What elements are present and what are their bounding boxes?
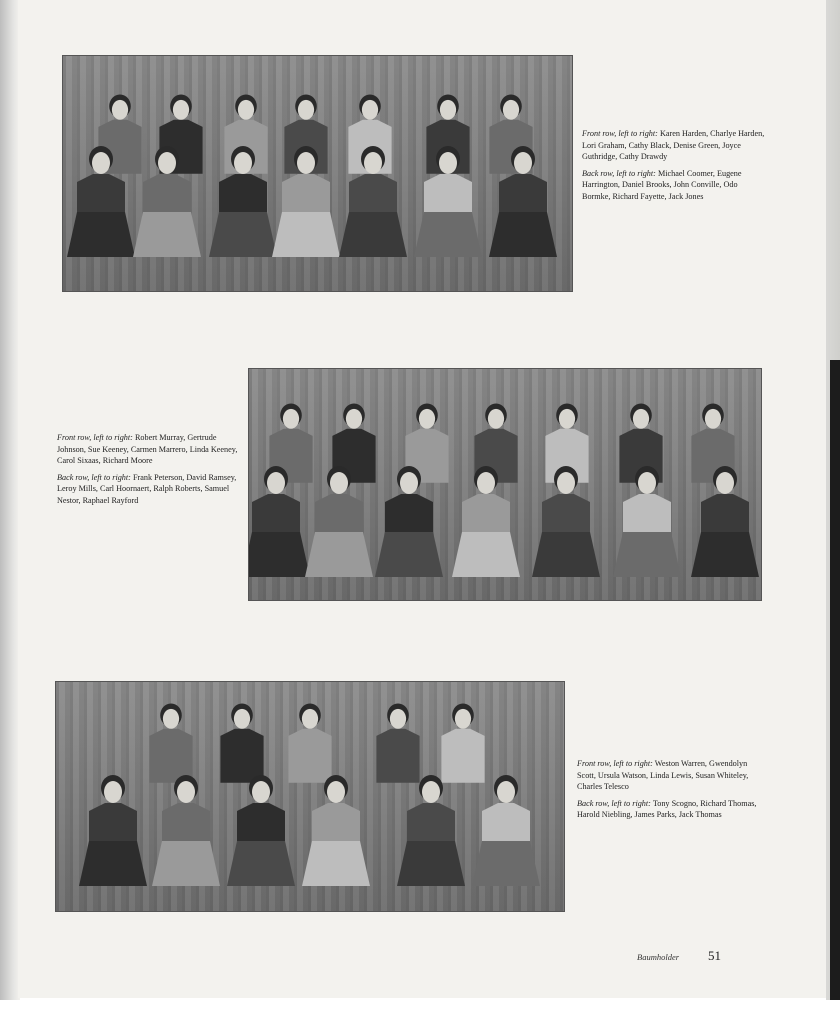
footer-section-label: Baumholder — [637, 952, 680, 962]
person-figure — [227, 775, 295, 886]
person-figure — [532, 466, 600, 577]
group-photo-2 — [248, 368, 762, 601]
caption-1-front: Front row, left to right: Karen Harden, Charlye Harden, Lori Graham, Cathy Black, Denise Green, Joyce Guthridge, Cathy Drawdy — [582, 129, 765, 162]
person-figure — [152, 775, 220, 886]
group-photo-1 — [62, 55, 573, 292]
group-photo-3 — [55, 681, 565, 912]
person-figure — [414, 146, 482, 257]
person-figure — [149, 704, 192, 783]
caption-3 — [577, 758, 765, 826]
caption-3-front: Front row, left to right: Weston Warren, Gwendolyn Scott, Ursula Watson, Linda Lewis, Susan Whiteley, Charles Telesco — [577, 759, 749, 792]
caption-2 — [57, 432, 240, 512]
page-number: 51 — [708, 948, 721, 963]
person-figure — [441, 704, 484, 783]
group-photo-1-figures — [63, 56, 572, 291]
person-figure — [376, 704, 419, 783]
person-figure — [302, 775, 370, 886]
person-figure — [272, 146, 340, 257]
person-figure — [472, 775, 540, 886]
caption-1-back: Back row, left to right: Michael Coomer, Eugene Harrington, Daniel Brooks, John Conville, Odo Bormke, Richard Fayette, Jack Jones — [582, 168, 742, 201]
group-photo-2-figures — [249, 369, 761, 600]
caption-3-back: Back row, left to right: Tony Scogno, Richard Thomas, Harold Niebling, James Parks, Jack Thomas — [577, 798, 757, 820]
person-figure — [220, 704, 263, 783]
caption-2-back: Back row, left to right: Frank Peterson, David Ramsey, Leroy Mills, Carl Hoornaert, Ralph Roberts, Samuel Nestor, Raphael Rayford — [57, 472, 237, 505]
page-edge — [826, 0, 840, 1000]
caption-1 — [582, 128, 768, 208]
book-spine — [0, 0, 20, 1000]
person-figure — [79, 775, 147, 886]
person-figure — [288, 704, 331, 783]
person-figure — [397, 775, 465, 886]
caption-2-front: Front row, left to right: Robert Murray, Gertrude Johnson, Sue Keeney, Carmen Marrero, Linda Keeney, Carol Sixaas, Richard Moore — [57, 433, 238, 466]
group-photo-3-figures — [56, 682, 564, 911]
